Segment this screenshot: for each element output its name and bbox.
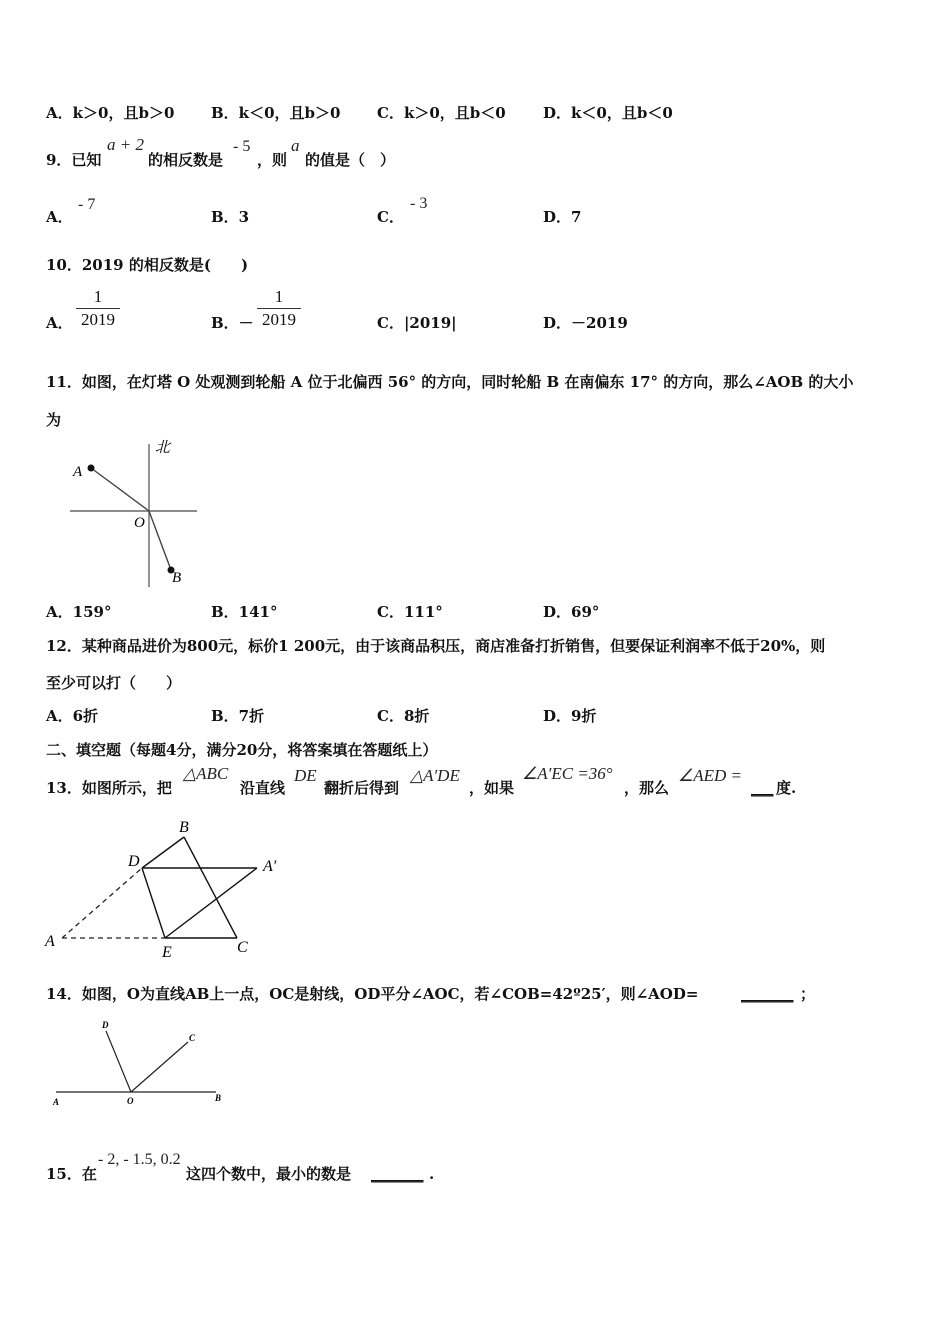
q13-angle-given: ∠A′EC =36° bbox=[522, 764, 613, 783]
q13-mid3: ，如果 bbox=[469, 779, 515, 797]
label-b: B bbox=[179, 819, 189, 836]
q11-stem-line2: 为 bbox=[46, 411, 62, 429]
q10-option-d: D．－2019 bbox=[543, 314, 628, 332]
q10-option-b-numerator: 1 bbox=[274, 287, 284, 306]
q15-tail: . bbox=[429, 1165, 435, 1183]
q9-var-a: a bbox=[291, 136, 300, 155]
q13-line-de: DE bbox=[294, 766, 317, 785]
q9-option-a-value: - 7 bbox=[78, 196, 96, 213]
label-b: B bbox=[172, 570, 182, 586]
q10-stem: 10．2019 的相反数是( ) bbox=[46, 256, 249, 274]
point-a bbox=[88, 465, 95, 472]
q13-triangle-abc: △ABC bbox=[183, 764, 229, 783]
label-o: O bbox=[134, 515, 145, 531]
label-e: E bbox=[162, 944, 172, 961]
label-c: C bbox=[189, 1033, 196, 1043]
fraction-bar bbox=[257, 308, 301, 309]
q9-tail: 的值是（ ） bbox=[305, 151, 396, 169]
label-a-prime: A′ bbox=[263, 858, 277, 875]
q10-option-b-fraction bbox=[257, 287, 301, 330]
label-o: O bbox=[127, 1096, 134, 1106]
label-d: D bbox=[128, 853, 140, 870]
segment-de bbox=[142, 868, 165, 938]
q14-figure bbox=[48, 1016, 238, 1111]
q15-lead: 15．在 bbox=[46, 1165, 97, 1183]
q10-option-a-label: A． bbox=[46, 314, 73, 332]
q10-option-a-numerator: 1 bbox=[93, 287, 103, 306]
q13-figure bbox=[40, 812, 290, 962]
q12-option-c: C．8折 bbox=[377, 707, 430, 725]
q13-mid4: ，那么 bbox=[624, 779, 670, 797]
dashed-ad bbox=[62, 868, 142, 938]
ray-ob bbox=[149, 511, 171, 570]
q10-option-a-denominator: 2019 bbox=[81, 310, 115, 329]
label-d: D bbox=[102, 1020, 109, 1030]
q13-mid1: 沿直线 bbox=[240, 779, 286, 797]
label-north: 北 bbox=[155, 440, 171, 456]
label-b: B bbox=[215, 1093, 222, 1103]
q9-option-b: B．3 bbox=[211, 208, 250, 226]
q9-neg-five: - 5 bbox=[233, 138, 251, 155]
q14-tail: ； bbox=[800, 985, 816, 1003]
q8-option-b: B．k＜0，且b＞0 bbox=[211, 104, 341, 122]
section2-title: 二、填空题（每题4分，满分20分，将答案填在答题纸上） bbox=[46, 741, 438, 759]
ray-od bbox=[106, 1031, 131, 1092]
q12-option-a: A．6折 bbox=[46, 707, 99, 725]
q9-lead: 9．已知 bbox=[46, 151, 102, 169]
q9-expr-a-plus-2: a + 2 bbox=[107, 135, 144, 154]
q13-angle-ask: ∠AED = bbox=[678, 766, 743, 785]
q11-stem-line1: 11．如图，在灯塔 O 处观测到轮船 A 位于北偏西 56° 的方向，同时轮船 B 在南偏东 17° 的方向，那么∠AOB 的大小 bbox=[46, 373, 854, 391]
q12-stem-line1: 12．某种商品进价为800元，标价1 200元，由于该商品积压，商店准备打折销售，但要保证利润率不低于20%，则 bbox=[46, 637, 826, 655]
q8-option-a: A．k＞0，且b＞0 bbox=[46, 104, 175, 122]
q8-option-c: C．k＞0，且b＜0 bbox=[377, 104, 506, 122]
q11-figure bbox=[60, 432, 210, 592]
q13-triangle-ade: △A′DE bbox=[410, 766, 460, 785]
q10-option-c: C．|2019| bbox=[377, 314, 457, 332]
q13-mid2: 翻折后得到 bbox=[324, 779, 400, 797]
q9-mid: 的相反数是 bbox=[148, 151, 224, 169]
q11-option-b: B．141° bbox=[211, 603, 278, 621]
q9-option-a-label: A． bbox=[46, 208, 73, 226]
segment-bc bbox=[184, 837, 237, 938]
q12-stem-line2: 至少可以打（ ） bbox=[46, 674, 182, 692]
q14-blank: _______ bbox=[741, 985, 794, 1003]
q14-stem: 14．如图，O为直线AB上一点，OC是射线，OD平分∠AOC，若∠COB=42º25′，则∠AOD= bbox=[46, 985, 699, 1003]
ray-oa bbox=[91, 468, 149, 511]
q13-tail: 度. bbox=[776, 779, 797, 797]
segment-db bbox=[142, 837, 184, 868]
q9-option-d: D．7 bbox=[543, 208, 582, 226]
q12-option-b: B．7折 bbox=[211, 707, 265, 725]
fraction-bar bbox=[76, 308, 120, 309]
label-a: A bbox=[45, 933, 55, 950]
label-c: C bbox=[237, 939, 248, 956]
q9-mid2: ，则 bbox=[257, 151, 288, 169]
q10-option-a-fraction bbox=[76, 287, 120, 330]
q11-option-c: C．111° bbox=[377, 603, 443, 621]
q15-blank: _______ bbox=[371, 1165, 424, 1183]
q8-option-d: D．k＜0，且b＜0 bbox=[543, 104, 673, 122]
q13-blank: ___ bbox=[751, 779, 774, 797]
q10-option-b-label: B．－ bbox=[211, 314, 254, 332]
label-a: A bbox=[53, 1097, 60, 1107]
q11-option-d: D．69° bbox=[543, 603, 600, 621]
q15-numbers: - 2, - 1.5, 0.2 bbox=[98, 1151, 181, 1168]
q9-option-c-value: - 3 bbox=[410, 195, 428, 212]
label-a: A bbox=[73, 464, 83, 480]
ray-oc bbox=[131, 1042, 188, 1092]
segment-ea-prime bbox=[165, 868, 257, 938]
q15-mid: 这四个数中，最小的数是 bbox=[186, 1165, 352, 1183]
q9-option-c-label: C． bbox=[377, 208, 404, 226]
q10-option-b-denominator: 2019 bbox=[262, 310, 296, 329]
q13-lead: 13．如图所示，把 bbox=[46, 779, 172, 797]
q12-option-d: D．9折 bbox=[543, 707, 597, 725]
q11-option-a: A．159° bbox=[46, 603, 112, 621]
